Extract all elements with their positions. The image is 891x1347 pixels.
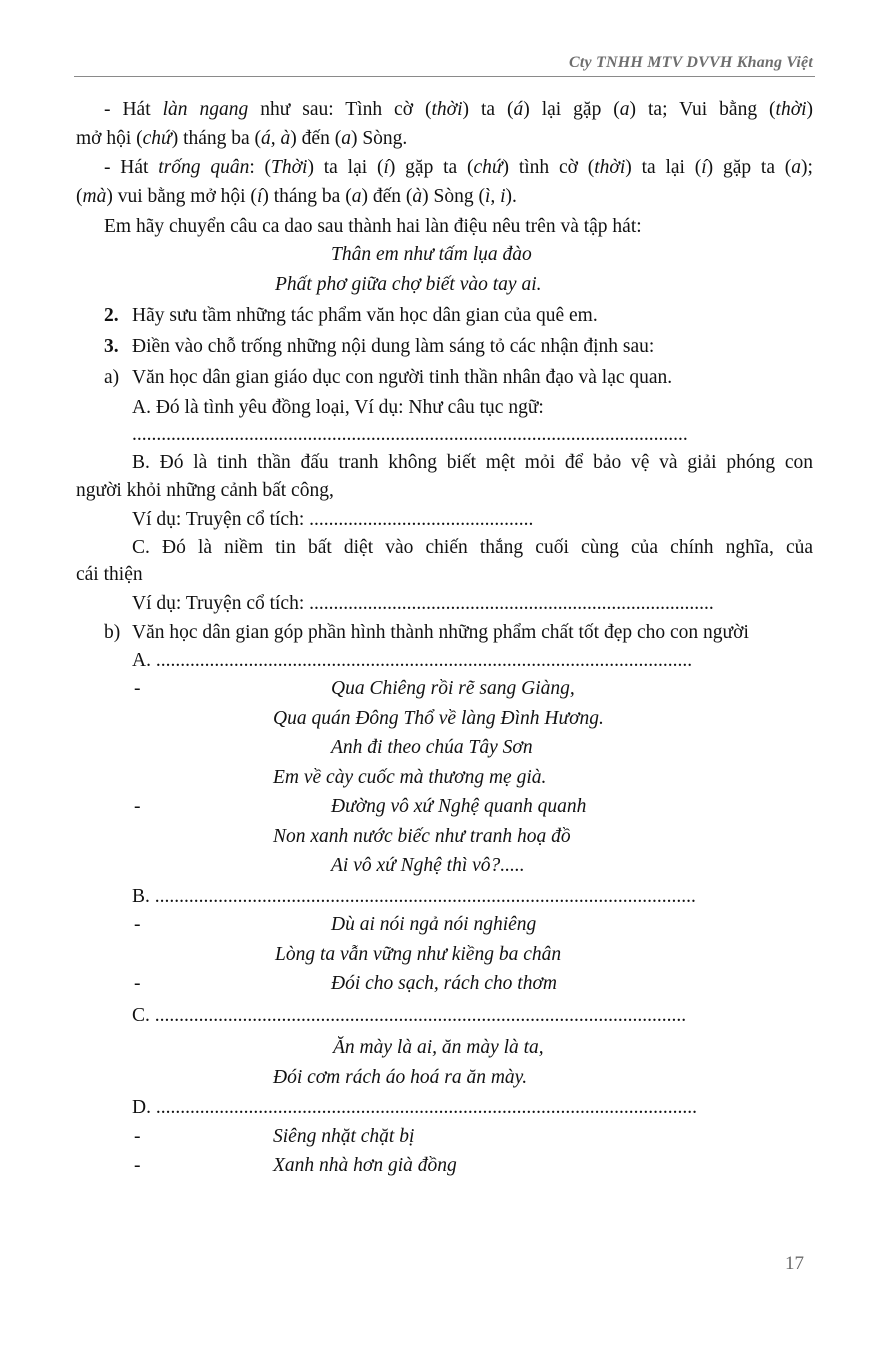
poem1-line-1: Qua Chiêng rồi rẽ sang Giàng, [331,678,575,699]
part-b-C: C. ............................................................................................................. [132,1005,687,1026]
verse1-line-2: Phất phơ giữa chợ biết vào tay ai. [275,274,542,295]
p1-line-1: - Hát làn ngang như sau: Tình cờ (thời) ta (á) lại gặp (a) ta; Vui bằng (thời) [76,96,813,124]
poem7-line: Xanh nhà hơn già đồng [273,1155,457,1176]
part-a-B-line-1: B. Đó là tinh thần đấu tranh không biết mệt mỏi để bảo vệ và giải phóng con [132,452,813,473]
poem1-line-3: Anh đi theo chúa Tây Sơn [331,737,533,758]
q2-text: Hãy sưu tầm những tác phẩm văn học dân gian của quê em. [132,305,598,326]
part-a-B-example: Ví dụ: Truyện cổ tích: .............................................. [132,509,534,530]
part-a-C-line-2: cái thiện [76,564,143,585]
dash: - [134,1155,141,1176]
header-rule [74,76,815,77]
p1-lead: - Hát [104,99,163,120]
poem1-line-4: Em về cày cuốc mà thương mẹ già. [273,767,547,788]
dash: - [134,678,141,699]
part-a-B-line-2: người khỏi những cảnh bất công, [76,480,334,501]
q2-number: 2. [104,305,119,326]
q3-text: Điền vào chỗ trống những nội dung làm sáng tỏ các nhận định sau: [132,336,655,357]
part-b-text: Văn học dân gian góp phần hình thành những phẩm chất tốt đẹp cho con người [132,622,749,643]
dash: - [134,1126,141,1147]
poem2-line-2: Non xanh nước biếc như tranh hoạ đồ [273,826,571,847]
p2-term: trống quân [158,157,250,178]
part-a-A: A. Đó là tình yêu đồng loại, Ví dụ: Như câu tục ngữ: [132,397,544,418]
part-a-label: a) [104,367,120,388]
dash: - [134,796,141,817]
dash: - [134,973,141,994]
poem4-line: Đói cho sạch, rách cho thơm [331,973,557,994]
poem3-line-2: Lòng ta vẫn vững như kiềng ba chân [275,944,562,965]
p2-line-1: - Hát trống quân: (Thời) ta lại (í) gặp ta (chứ) tình cờ (thời) ta lại (í) gặp ta (a); [76,154,813,182]
dash: - [134,914,141,935]
poem2-line-3: Ai vô xứ Nghệ thì vô?..... [331,855,525,876]
verse1-line-1: Thân em như tấm lụa đào [331,244,532,265]
q3-number: 3. [104,336,119,357]
part-a-C-line-1: C. Đó là niềm tin bất diệt vào chiến thắng cuối cùng của chính nghĩa, của [132,537,813,558]
poem5-line-2: Đói cơm rách áo hoá ra ăn mày. [273,1067,528,1088]
poem2-line-1: Đường vô xứ Nghệ quanh quanh [331,796,587,817]
part-a-A-answer-line: .................................................................................................................. [132,424,688,445]
p1-line-2: mở hội (chứ) tháng ba (á, à) đến (a) Sòng. [76,128,408,149]
p2-line-2: (mà) vui bằng mở hội (í) tháng ba (a) đến (à) Sòng (ì, i). [76,186,517,207]
part-b-label: b) [104,622,121,643]
p1-term: làn ngang [162,99,249,120]
running-header: Cty TNHH MTV DVVH Khang Việt [568,54,813,71]
p2-lead: - Hát [104,157,159,178]
instruction-text: Em hãy chuyển câu ca dao sau thành hai làn điệu nêu trên và tập hát: [104,216,642,237]
part-b-A: A. .............................................................................................................. [132,650,693,671]
part-a-text: Văn học dân gian giáo dục con người tinh thần nhân đạo và lạc quan. [132,367,673,388]
poem1-line-2: Qua quán Đông Thổ về làng Đình Hương. [273,708,604,729]
poem5-line-1: Ăn mày là ai, ăn mày là ta, [333,1037,544,1058]
poem3-line-1: Dù ai nói ngả nói nghiêng [331,914,537,935]
page-number: 17 [785,1253,804,1274]
poem6-line: Siêng nhặt chặt bị [273,1126,415,1147]
part-a-C-example: Ví dụ: Truyện cổ tích: ................................................................................... [132,593,714,614]
part-b-B: B. ............................................................................................................... [132,886,696,907]
part-b-D: D. ............................................................................................................... [132,1097,697,1118]
